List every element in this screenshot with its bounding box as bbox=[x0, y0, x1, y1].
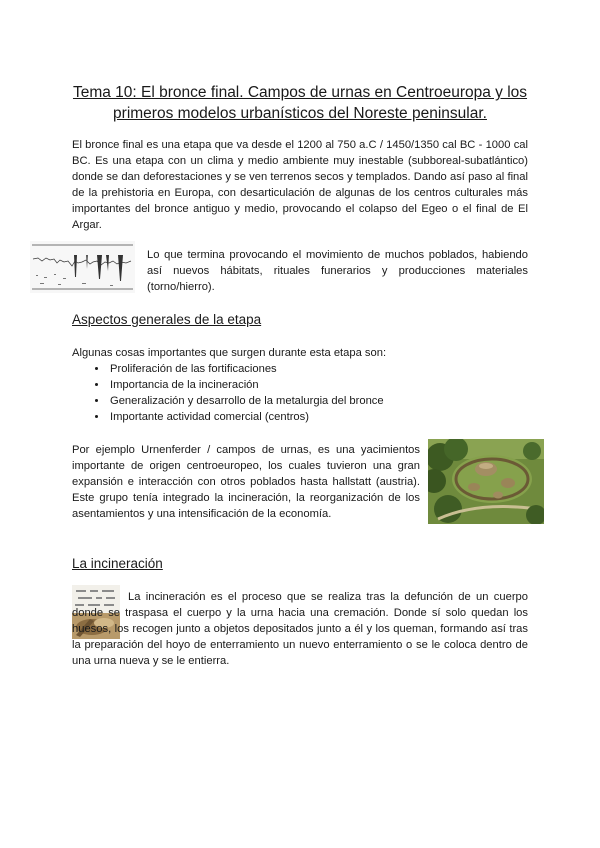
section-heading-incineracion: La incineración bbox=[72, 556, 163, 571]
incineracion-paragraph: La incineración es el proceso que se realiza tras la defunción de un cuerpo donde se traspasa el cuerpo y la urna hacia una cremación. Donde sí solo quedan los huesos, los recogen junto a objetos depositados junto a él y los queman, formando así tras la preparación del hoyo de enterramiento un nuevo enterramiento o se le coloca dentro de una urna nueva y se le entierra. bbox=[72, 591, 528, 667]
movement-paragraph: Lo que termina provocando el movimiento de muchos poblados, habiendo así nuevos hábitats, rituales funerarios y producciones materiales (torno/hierro). bbox=[147, 249, 528, 293]
climate-graph-image bbox=[30, 241, 135, 293]
aspectos-lead: Algunas cosas importantes que surgen durante esta etapa son: bbox=[72, 347, 387, 359]
list-item: • Proliferación de las fortificaciones bbox=[108, 361, 384, 377]
list-item: • Importancia de la incineración bbox=[108, 377, 384, 393]
section-heading-aspectos: Aspectos generales de la etapa bbox=[72, 312, 262, 327]
page-title: Tema 10: El bronce final. Campos de urnas en Centroeuropa y los primeros modelos urbanísticos del Noreste peninsular. bbox=[72, 84, 528, 123]
list-item: • Importante actividad comercial (centros) bbox=[108, 409, 384, 425]
aspectos-bullet-list bbox=[72, 361, 384, 425]
list-item: • Generalización y desarrollo de la metalurgia del bronce bbox=[108, 393, 384, 409]
settlement-aerial-photo bbox=[428, 439, 544, 524]
intro-paragraph: El bronce final es una etapa que va desde el 1200 al 750 a.C / 1450/1350 cal BC - 1000 cal BC. Es una etapa con un clima y medio ambiente muy inestable (subboreal-subatlántico) donde se dan deforestaciones y se ven terrenos secos y templados. Dando así paso al final de la prehistoria en Europa, con desarticulación de algunas de los centros culturales más importantes del bronce antiguo y medio, provocando el colapso del Egeo o el final de El Argar. bbox=[72, 139, 528, 231]
urnfield-paragraph: Por ejemplo Urnenferder / campos de urnas, es una yacimientos importante de origen centroeuropeo, los cuales tuvieron una gran expansión e interacción con otros poblados hasta hallstatt (austria). Este grupo tenía integrado la incineración, la reorganización de los asentamientos y una intensificación de la economía. bbox=[72, 444, 420, 520]
